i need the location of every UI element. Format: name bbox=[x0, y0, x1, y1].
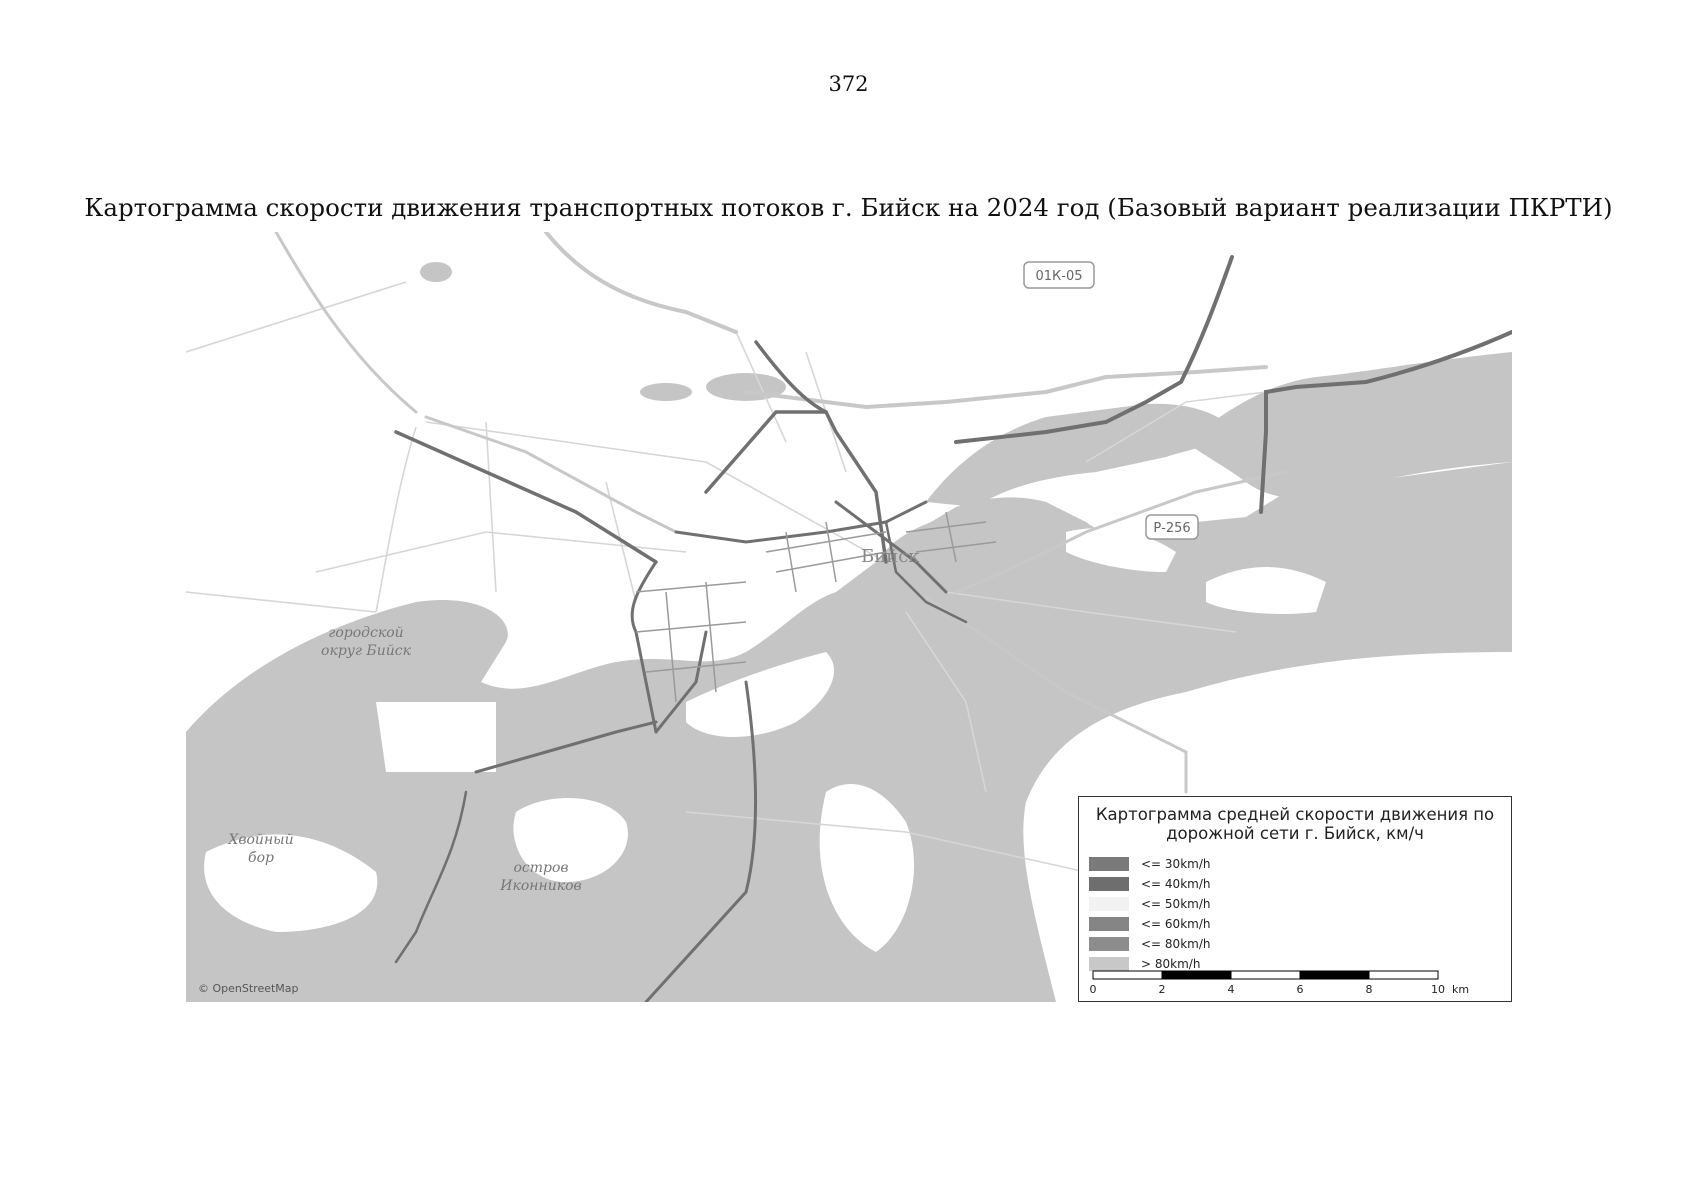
legend-label: > 80km/h bbox=[1141, 957, 1201, 971]
scale-tick-label: 0 bbox=[1089, 983, 1097, 996]
shield-01k05: 01К-05 bbox=[1035, 269, 1083, 284]
legend-title-line2: дорожной сети г. Бийск, км/ч bbox=[1166, 824, 1424, 843]
minor-road bbox=[186, 282, 406, 352]
scale-tick-label: 10 bbox=[1431, 983, 1445, 996]
lake-4 bbox=[1336, 412, 1396, 432]
legend-label: <= 30km/h bbox=[1141, 857, 1211, 871]
minor-road bbox=[376, 427, 416, 612]
shield-r256: Р-256 bbox=[1153, 521, 1191, 536]
minor-road bbox=[186, 592, 376, 612]
scale-segment bbox=[1162, 971, 1231, 979]
road-fast bbox=[546, 232, 736, 332]
legend-label: <= 50km/h bbox=[1141, 897, 1211, 911]
scale-tick-label: 4 bbox=[1227, 983, 1235, 996]
scale-segment bbox=[1300, 971, 1369, 979]
legend-swatch bbox=[1089, 857, 1129, 871]
legend-item bbox=[1089, 934, 1210, 954]
legend-items bbox=[1089, 854, 1210, 974]
legend-title bbox=[1079, 805, 1511, 843]
legend-swatch bbox=[1089, 897, 1129, 911]
scale-labels bbox=[1090, 983, 1470, 996]
scale-segments bbox=[1093, 971, 1438, 979]
scale-bar bbox=[1089, 969, 1509, 1001]
label-city-biysk: Бийск bbox=[861, 546, 920, 567]
scale-segment bbox=[1093, 971, 1162, 979]
legend-item bbox=[1089, 874, 1210, 894]
legend-item bbox=[1089, 894, 1210, 914]
label-gorodskoy-okrug: городской округ Бийск bbox=[321, 625, 411, 659]
page-title: Картограмма скорости движения транспортных потоков г. Бийск на 2024 год (Базовый вариант реализации ПКРТИ) bbox=[84, 193, 1613, 222]
label-khvoyny-bor: Хвойный бор bbox=[228, 832, 294, 866]
lake-2 bbox=[640, 383, 692, 401]
page-number: 372 bbox=[828, 72, 869, 96]
road-slow bbox=[706, 412, 826, 492]
legend-label: <= 40km/h bbox=[1141, 877, 1211, 891]
legend-item bbox=[1089, 914, 1210, 934]
scale-tick-label: 6 bbox=[1296, 983, 1304, 996]
label-ostrov-ikonnikov: остров Иконников bbox=[500, 860, 582, 894]
scale-unit: km bbox=[1452, 983, 1470, 996]
road-fast bbox=[276, 232, 416, 412]
river-north-bend bbox=[926, 404, 1231, 507]
road-shields-layer bbox=[1024, 262, 1198, 539]
road-slow bbox=[756, 342, 886, 562]
legend-title-line1: Картограмма средней скорости движения по bbox=[1095, 805, 1495, 824]
legend-item bbox=[1089, 854, 1210, 874]
attribution: © OpenStreetMap bbox=[198, 982, 299, 995]
scale-tick-label: 2 bbox=[1158, 983, 1166, 996]
minor-road bbox=[316, 532, 686, 572]
scale-segment bbox=[1369, 971, 1438, 979]
lake-3 bbox=[420, 262, 452, 282]
map-legend bbox=[1078, 796, 1512, 1002]
legend-swatch bbox=[1089, 937, 1129, 951]
legend-label: <= 80km/h bbox=[1141, 937, 1211, 951]
minor-road bbox=[426, 422, 886, 562]
scale-segment bbox=[1231, 971, 1300, 979]
scale-tick-label: 8 bbox=[1365, 983, 1373, 996]
road-fast bbox=[426, 417, 676, 532]
legend-swatch bbox=[1089, 917, 1129, 931]
minor-road bbox=[486, 422, 496, 592]
island-1 bbox=[376, 702, 496, 772]
legend-swatch bbox=[1089, 877, 1129, 891]
legend-label: <= 60km/h bbox=[1141, 917, 1211, 931]
